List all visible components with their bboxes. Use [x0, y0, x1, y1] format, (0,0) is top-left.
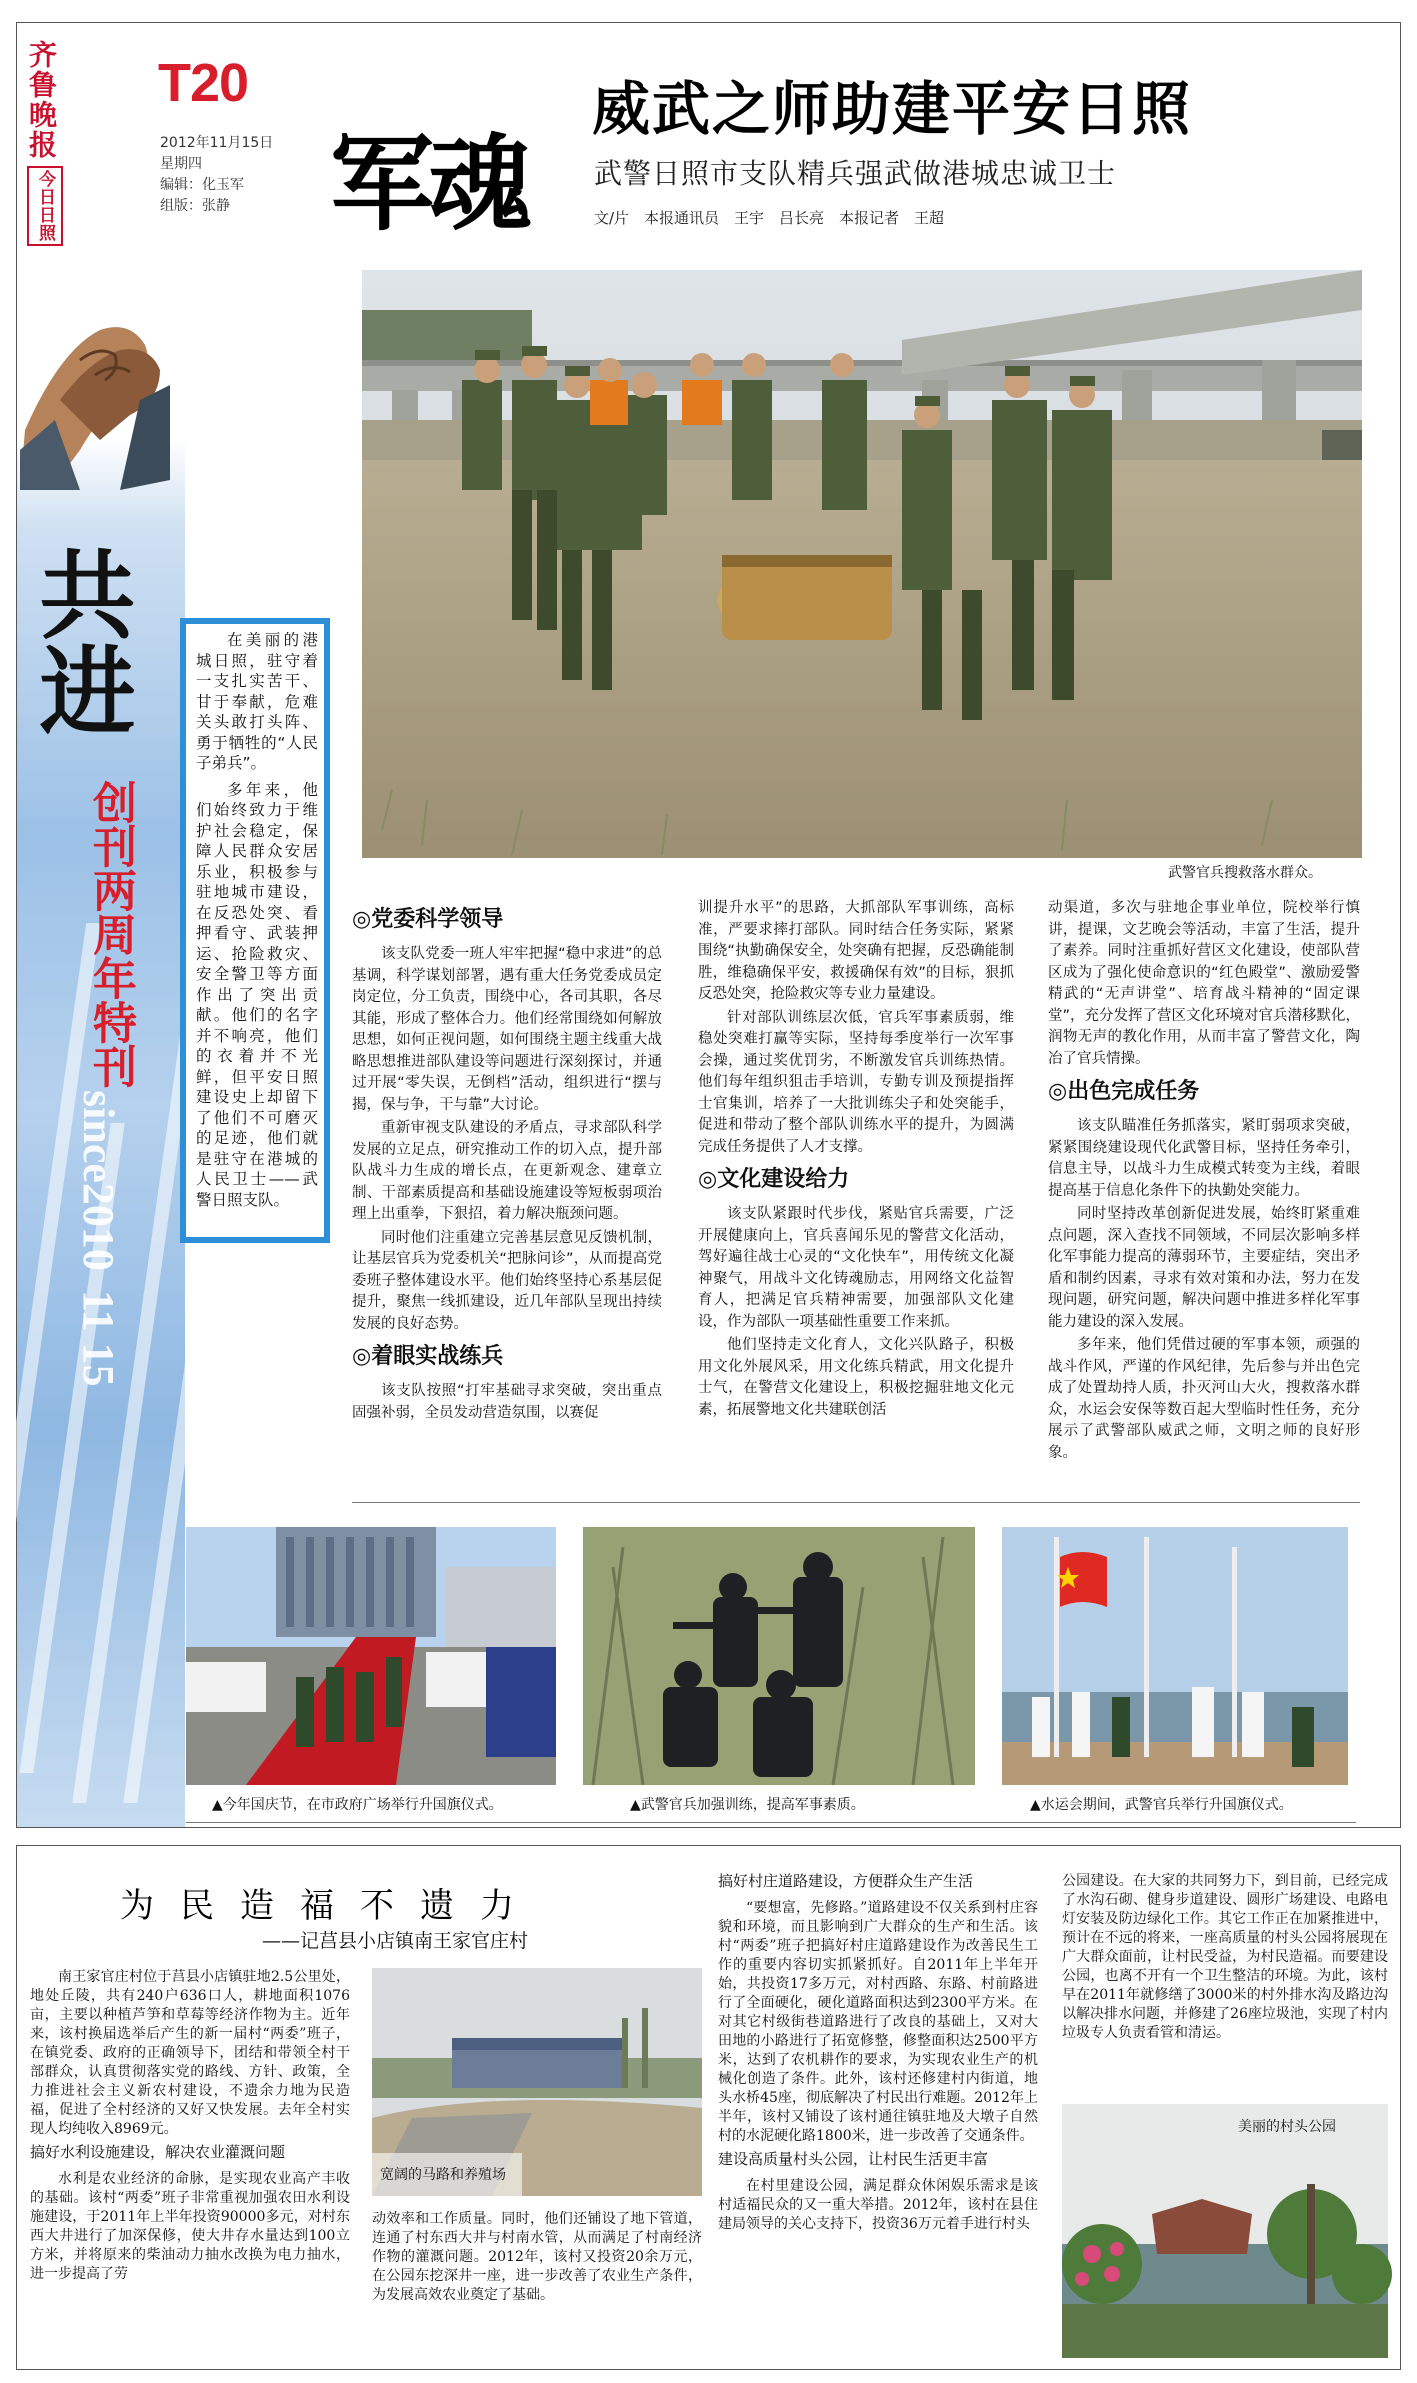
bottom-section-heading: 搞好水利设施建设，解决农业灌溉问题: [30, 2143, 286, 2161]
intro-paragraph: 在美丽的港城日照，驻守着一支扎实苦干、甘于奉献，危难关头敢打头阵、勇于牺牲的“人民子弟兵”。: [196, 631, 318, 772]
article-paragraph: 同时他们注重建立完善基层意见反馈机制，让基层官兵为党委机关“把脉问诊”，从而提高党委班子整体建设水平。他们始终坚持心系基层促提升，聚焦一线抓建设，近几年部队呈现出持续发展的良好态势。: [352, 1229, 662, 1332]
photo-caption: ▲水运会期间，武警官兵举行升国旗仪式。: [1030, 1797, 1293, 1813]
bottom-paragraph: 水利是农业经济的命脉，是实现农业高产丰收的基础。该村“两委”班子非常重视加强农田水利设施建设，于2011年上半年投资90000多元，对村东西大井进行了加深保修，使大井存水量达到100立方米，并将原来的柴油动力抽水改换为电力抽水，进一步提高了劳: [30, 2171, 350, 2282]
road-farm-photo: [372, 1968, 702, 2196]
article-paragraph: 该支队按照“打牢基础寻求突破，突出重点固强补弱，全员发动营造氛围，以赛促: [352, 1383, 662, 1421]
photo-caption: 美丽的村头公园: [1238, 2119, 1336, 2135]
photo-caption: 宽阔的马路和养殖场: [380, 2167, 506, 2183]
masthead-sub: 今日日照: [27, 166, 63, 246]
article-paragraph: 同时坚持改革创新促进发展，始终盯紧重难点问题，深入查找不同领域，不同层次影响多样化军事能力提高的薄弱环节，主要症结，突出矛盾和制约因素，寻求有效对策和办法，努力在发现问题，研究问题，解决问题中推进多样化军事能力建设的深入发展。: [1048, 1206, 1360, 1330]
bottom-paragraph: 公园建设。在大家的共同努力下，到目前，已经完成了水沟石砌、健身步道建设、圆形广场建设、电路电灯安装及防边绿化工作。其它工作正在加紧推进中，预计在不远的将来，一座高质量的村头公园将展现在广大群众面前，让村民受益，为村民造福。而要建设公园，也离不开有一个卫生整洁的环境。为此，该村早在2011年就修缮了3000米的村外排水沟及路边沟以解决排水问题，并修建了26座垃圾池，实现了村内垃圾专人负责看管和清运。: [1062, 1873, 1388, 2041]
issue-weekday: 星期四: [160, 156, 202, 172]
bottom-section-heading: 建设高质量村头公园，让村民生活更丰富: [718, 2150, 989, 2168]
main-photo: [362, 270, 1362, 858]
section-heading: ◎党委科学领导: [352, 907, 504, 932]
divider: [186, 1822, 1356, 1823]
headline: 威武之师助建平安日照: [592, 75, 1193, 143]
bottom-paragraph: 在村里建设公园，满足群众休闲娱乐需求是该村适福民众的又一重大举措。2012年，该村在县住建局领导的关心支持下，投资36万元着手进行村头: [718, 2178, 1038, 2232]
section-heading: ◎出色完成任务: [1048, 1079, 1200, 1104]
bottom-column-4: [1062, 1872, 1388, 2043]
masthead-logo: [24, 40, 66, 246]
masthead-name: 齐鲁晚报: [25, 40, 58, 160]
photo-caption: ▲今年国庆节，在市政府广场举行升国旗仪式。: [212, 1797, 503, 1813]
section-title: 军魂: [330, 122, 527, 245]
subheadline: 武警日照市支队精兵强武做港城忠诚卫士: [594, 157, 1117, 190]
article-paragraph: 该支队瞄准任务抓落实，紧盯弱项求突破，紧紧围绕建设现代化武警目标，坚持任务牵引，信息主导，以战斗力生成模式转变为主线，着眼提高基于信息化条件下的执勤处突能力。: [1048, 1118, 1360, 1199]
byline: 文/片 本报通讯员 王宇 吕长亮 本报记者 王超: [594, 209, 945, 227]
bottom-paragraph: “要想富，先修路。”道路建设不仅关系到村庄容貌和环境，而且影响到广大群众的生产和生活。该村“两委”班子把搞好村庄道路建设作为改善民生工作的重要内容切实抓紧抓好。自2011年上半年开始，共投资17多万元，对村西路、东路、村前路进行了全面硬化，硬化道路面积达到2300平方米。在对其它村级街巷道路进行了改良的基础上，又对大田地的小路进行了拓宽修整，修整面积达2500平方米，达到了农机耕作的要求，为实现农业生产的机械化创造了条件。此外，该村还修建村内街道，地头水桥45座，彻底解决了村民出行难题。2012年上半年，该村又铺设了该村通往镇驻地及大墩子自然村的水泥硬化路1800米，进一步改善了交通条件。: [718, 1900, 1038, 2144]
handshake-image: [20, 290, 170, 490]
bottom-subheadline: ——记莒县小店镇南王家官庄村: [262, 1930, 529, 1952]
bottom-section-heading: 搞好村庄道路建设，方便群众生产生活: [718, 1872, 974, 1890]
article-paragraph: 训提升水平”的思路，大抓部队军事训练，高标准，严要求摔打部队。同时结合任务实际，紧紧围绕“执勤确保安全，处突确有把握，反恐确能制胜，维稳确保平安，救援确保有效”的目标，狠抓反恐处突，抢险救灾等专业力量建设。: [698, 900, 1014, 1002]
page-number: T20: [158, 53, 249, 113]
article-paragraph: 动渠道，多次与驻地企事业单位，院校举行慎讲，提课，文艺晚会等活动，丰富了生活，提升了素养。同时注重抓好营区文化建设，使部队营区成为了强化使命意识的“红色殿堂”、激励爱警精武的“无声讲堂”、培育战斗精神的“固定课堂”，充分发挥了营区文化环境对官兵潜移默化，润物无声的教化作用，从而丰富了警营文化，陶冶了官兵情操。: [1048, 900, 1361, 1067]
flag-ceremony-photo: [186, 1527, 556, 1785]
anniversary-vertical-title: 创刊两周年特刊: [85, 780, 136, 1088]
main-photo-caption: 武警官兵搜救落水群众。: [1168, 865, 1322, 881]
park-photo: [1062, 2104, 1388, 2358]
bottom-headline: 为民造福不遗力: [120, 1886, 540, 1926]
photo-caption: ▲武警官兵加强训练，提高军事素质。: [630, 1797, 865, 1813]
article-column-2: [698, 898, 1014, 1446]
bottom-column-3: [718, 1872, 1038, 2234]
article-paragraph: 针对部队训练层次低，官兵军事素质弱，维稳处突难打赢等实际，坚持每季度举行一次军事会操，通过奖优罚劣，不断激发官兵训练热情。他们每年组织狙击手培训，专勤专训及预提指挥士官集训，培养了一大批训练尖子和处突能手，促进和带动了整个部队训练水平的提升，为圆满完成任务提供了人才支撑。: [698, 1009, 1014, 1155]
since-vertical-text: since2010: [74, 1090, 123, 1271]
bottom-column-1: [30, 1968, 350, 2284]
designer-credit: 组版：张静: [160, 198, 230, 214]
flag-raising-photo: [1002, 1527, 1348, 1785]
article-paragraph: 该支队党委一班人牢牢把握“稳中求进”的总基调，科学谋划部署，遇有重大任务党委成员定岗定位，分工负责，围绕中心，各司其职，各尽其能，形成了整体合力。他们经常围绕如何解放思想，如何正视问题，如何围绕主题主线重大战略思想推进部队建设等问题进行深刻探讨，并通过开展“零失误，无倒档”活动，组织进行“摆与揭，保与争，干与靠”大讨论。: [352, 946, 662, 1113]
article-paragraph: 他们坚持走文化育人，文化兴队路子，积极用文化外展风采，用文化练兵精武，用文化提升士气，在警营文化建设上，积极挖掘驻地文化元素，拓展警地文化共建联创活: [698, 1337, 1014, 1418]
issue-meta: [160, 133, 273, 217]
intro-paragraph: 多年来，他们始终致力于维护社会稳定，保障人民群众安居乐业，积极参与驻地城市建设，在反恐处突、看押看守、武装押运、抢险救灾、安全警卫等方面作出了突出贡献。他们的名字并不响亮，他们的衣着并不光鲜，但平安日照建设史上却留下了他们不可磨灭的足迹，他们就是驻守在港城的人民卫士——武警日照支队。: [196, 780, 318, 1209]
issue-date: 2012年11月15日: [160, 135, 274, 151]
bottom-column-2: [372, 2210, 702, 2305]
article-paragraph: 多年来，他们凭借过硬的军事本领，顽强的战斗作风，严谨的作风纪律，先后参与并出色完成了处置劫持人质，扑灭河山大火，搜救落水群众，水运会安保等数百起大型临时性任务，充分展示了武警部队威武之师，文明之师的良好形象。: [1048, 1337, 1360, 1461]
bottom-paragraph: 动效率和工作质量。同时，他们还铺设了地下管道，连通了村东西大井与村南水管，从而满足了村南经济作物的灌溉问题。2012年，该村又投资20余万元，在公园东挖深井一座，进一步改善了农业生产条件，为发展高效农业奠定了基础。: [372, 2211, 702, 2303]
article-paragraph: 该支队紧跟时代步伐，紧贴官兵需要，广泛开展健康向上，官兵喜闻乐见的警营文化活动，驾好遍往战士心灵的“文化快车”，用传统文化凝神聚气，用战斗文化铸魂励志，用网络文化益智育人，把满足官兵精神需要，加强部队文化建设，作为部队一项基础性重要工作来抓。: [698, 1206, 1014, 1330]
intro-quote-box: [180, 618, 330, 1243]
divider: [352, 1502, 1360, 1503]
training-photo: [583, 1527, 975, 1785]
date-vertical-text: 11 15: [74, 1290, 123, 1387]
sidebar-big-characters: 共进: [24, 545, 137, 737]
article-column-1: [352, 898, 662, 1446]
section-heading: ◎文化建设给力: [698, 1167, 850, 1192]
article-column-3: [1048, 898, 1361, 1461]
bottom-paragraph: 南王家官庄村位于莒县小店镇驻地2.5公里处，地处丘陵，共有240户636口人，耕地面积1076亩，主要以种植芦笋和草莓等经济作物为主。近年来，该村换届选举后产生的新一届村“两委”班子，在镇党委、政府的正确领导下，团结和带领全村干部群众，认真贯彻落实党的路线、方针、政策，全力推进社会主义新农村建设，不遗余力地为民造福，促进了全村经济的又好又快发展。去年全村实现人均纯收入8969元。: [30, 1969, 350, 2137]
article-paragraph: 重新审视支队建设的矛盾点，寻求部队科学发展的立足点，研究推动工作的切入点，提升部队战斗力生成的增长点，在更新观念、建章立制、干部素质提高和基础设施建设等短板弱项治理上出重拳，下狠招，着力解决瓶颈问题。: [352, 1120, 662, 1222]
section-heading: ◎着眼实战练兵: [352, 1344, 504, 1369]
editor-credit: 编辑：化玉军: [160, 177, 244, 193]
